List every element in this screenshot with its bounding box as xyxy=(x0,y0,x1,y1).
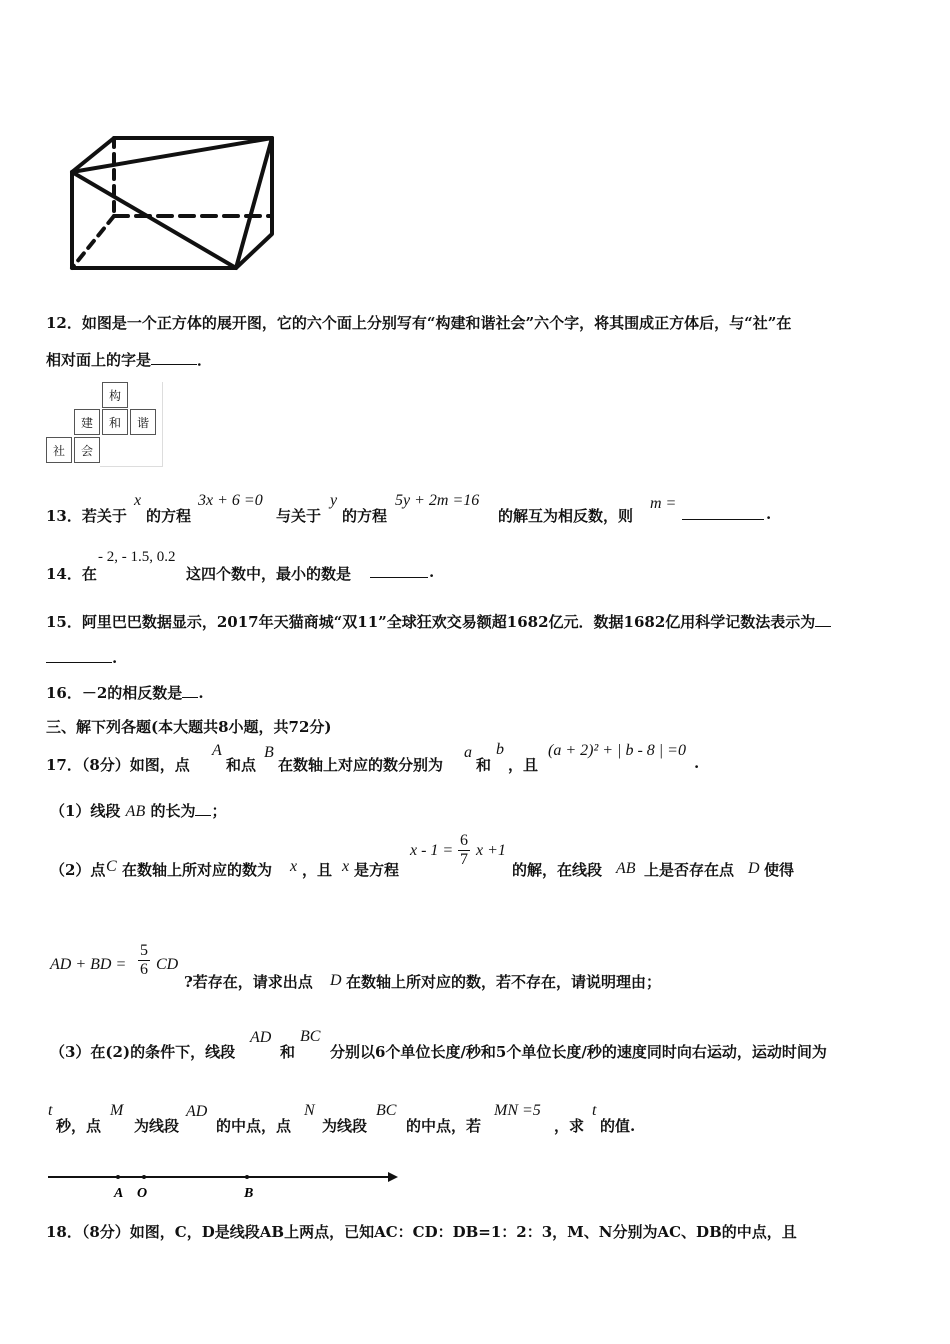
q13-m-eq: m = xyxy=(650,495,677,512)
q17-sub1-blank[interactable] xyxy=(195,801,211,816)
cube-net xyxy=(46,380,164,468)
q17-b: b xyxy=(496,741,504,758)
q17-sub2-b: 在数轴上所对应的数为 xyxy=(122,861,273,879)
q13-eq2-text: 5y + 2m =16 xyxy=(395,492,480,509)
q17-sub2-d: 是方程 xyxy=(354,861,400,879)
q17-sub3-t: t xyxy=(48,1102,53,1119)
q12-line2-text: 相对面上的字是 xyxy=(46,351,152,369)
q17-sub3-BC: BC xyxy=(300,1028,321,1045)
q16-answer-blank[interactable] xyxy=(182,683,198,698)
q17-sub1 xyxy=(50,800,226,821)
q14-nums: - 2, - 1.5, 0.2 xyxy=(98,549,176,565)
q13-var-x: x xyxy=(134,492,142,509)
q17-sub2-eq-right: x +1 xyxy=(476,842,506,859)
q14-answer-blank[interactable] xyxy=(370,563,428,578)
q17-sub2-D2: D xyxy=(330,972,342,989)
q17-intro xyxy=(46,740,746,776)
q18: 18．（8分）如图，C，D是线段AB上两点，已知AC：CD：DB=1：2：3，M、N分别为AC、DB的中点，且 xyxy=(46,1223,797,1241)
section3-title: 三、解下列各题(本大题共8小题，共72分) xyxy=(46,718,332,736)
q17-p1: 17．（8分）如图，点 xyxy=(46,756,190,774)
q17-sub2 xyxy=(50,832,850,880)
number-line-label-O: O xyxy=(137,1186,148,1201)
q17-sub3-a: （3）在(2)的条件下，线段 xyxy=(50,1043,236,1061)
q17-p4: 和 xyxy=(476,756,492,774)
q13-p3: 与关于 xyxy=(276,507,322,525)
q17-sub2-eq-den: 7 xyxy=(460,851,468,868)
q17-sub3-e: 为线段 xyxy=(134,1117,180,1135)
q17-sub3-BC2: BC xyxy=(376,1102,397,1119)
q17-eq2-left: AD + BD = xyxy=(50,956,127,973)
q13-p2: 的方程 xyxy=(146,507,192,525)
q17-sub3-AD: AD xyxy=(250,1029,272,1046)
q13-p1: 13．若关于 xyxy=(46,507,127,525)
q17-sub2-C: C xyxy=(106,858,117,875)
q17-sub2-eq-num: 6 xyxy=(460,832,468,849)
q13-p4: 的方程 xyxy=(342,507,388,525)
q13-end: . xyxy=(766,505,772,523)
number-line-label-A: A xyxy=(114,1186,124,1201)
q14-end: . xyxy=(429,563,435,581)
q17-sub2-x: x xyxy=(290,858,298,875)
q17-sub1-AB: AB xyxy=(125,803,146,820)
q12-answer-blank[interactable] xyxy=(151,350,197,365)
q17-sub3-i: ，求 xyxy=(554,1117,585,1135)
q17-sub2-i: 在数轴上所对应的数，若不存在，请说明理由； xyxy=(346,973,662,991)
q17-eq2-num: 5 xyxy=(140,942,148,959)
q17-sub3-N: N xyxy=(304,1102,315,1119)
q17-sub3-AD2: AD xyxy=(186,1103,208,1120)
q17-sub2-D: D xyxy=(748,860,760,877)
q17-sub2-f: 上是否存在点 xyxy=(644,861,735,879)
q12-line2 xyxy=(46,349,212,370)
q16-text: 16．－2的相反数是 xyxy=(46,684,183,702)
q13-eq1-text: 3x + 6 =0 xyxy=(198,492,263,509)
net-cell-hui: 会 xyxy=(74,437,100,463)
q17-sub3-t2: t xyxy=(592,1102,597,1119)
q17-sub3-b: 和 xyxy=(280,1043,296,1061)
q16-end: . xyxy=(198,684,204,702)
q17-p2: 和点 xyxy=(226,756,257,774)
q17-A: A xyxy=(212,742,222,759)
q17-sub2-h: ?若存在，请求出点 xyxy=(184,973,313,991)
q15-end: . xyxy=(112,649,118,667)
q14-p1: 14．在 xyxy=(46,565,97,583)
q17-sub2-eq-left: x - 1 = xyxy=(410,842,454,859)
q17-sub2-cont xyxy=(50,942,850,990)
q17-eq2-den: 6 xyxy=(140,961,148,978)
q17-sub3-g: 为线段 xyxy=(322,1117,368,1135)
q17-B: B xyxy=(264,744,274,761)
q15-line2 xyxy=(46,648,117,667)
q17-sub3-h: 的中点，若 xyxy=(406,1117,482,1135)
net-cell-jian: 建 xyxy=(74,409,100,435)
number-line-point-B xyxy=(245,1175,249,1179)
net-cell-gou: 构 xyxy=(102,382,128,408)
number-line-label-B: B xyxy=(244,1186,254,1201)
q13-eq2 xyxy=(395,492,479,510)
q13-var-y: y xyxy=(330,492,338,509)
net-cell-he: 和 xyxy=(102,409,128,435)
q17-eq2-frac xyxy=(138,942,150,979)
q17-sub1-end: ； xyxy=(211,802,227,820)
q16 xyxy=(46,682,204,703)
q17-sub3-d: 秒，点 xyxy=(56,1117,102,1135)
q14-p2: 这四个数中，最小的数是 xyxy=(186,565,352,583)
net-cell-xie: 谐 xyxy=(130,409,156,435)
q17-cond: (a + 2)² + | b - 8 | =0 xyxy=(548,742,686,759)
q13-p5: 的解互为相反数，则 xyxy=(498,507,634,525)
q17-sub3-M: M xyxy=(110,1102,124,1119)
q17-sub3-j: 的值. xyxy=(600,1117,636,1135)
q17-sub3 xyxy=(50,1026,910,1062)
q17-sub2-x2: x xyxy=(342,858,350,875)
q12-end: ． xyxy=(197,351,213,369)
q17-sub3-line2 xyxy=(46,1100,906,1136)
q13-eq1 xyxy=(198,492,263,510)
q17-p3: 在数轴上对应的数分别为 xyxy=(278,756,444,774)
number-line-point-A xyxy=(116,1175,120,1179)
q12-line1: 12．如图是一个正方体的展开图，它的六个面上分别写有“构建和谐社会”六个字，将其围成正方体后，与“社”在 xyxy=(46,314,792,332)
number-line xyxy=(46,1166,406,1206)
q17-sub2-c: ，且 xyxy=(302,861,333,879)
q17-a: a xyxy=(464,744,472,761)
q17-end: . xyxy=(694,754,700,772)
q15-line1 xyxy=(46,611,831,632)
net-cell-she: 社 xyxy=(46,437,72,463)
q17-sub2-g: 使得 xyxy=(764,861,795,879)
q17-eq2-right: CD xyxy=(156,956,179,973)
q15-answer-blank-b[interactable] xyxy=(46,648,112,663)
q17-p5: ，且 xyxy=(508,756,539,774)
q15-line1-text: 15．阿里巴巴数据显示，2017年天猫商城“双11”全球狂欢交易额超1682亿元．数据1682亿用科学记数法表示为 xyxy=(46,613,816,631)
number-line-point-O xyxy=(142,1175,146,1179)
q17-sub2-AB: AB xyxy=(616,860,636,877)
prism-figure xyxy=(66,132,278,274)
q15-answer-blank-a[interactable] xyxy=(815,612,831,627)
q17-sub3-c: 分别以6个单位长度/秒和5个单位长度/秒的速度同时向右运动，运动时间为 xyxy=(330,1043,827,1061)
q17-sub3-MN: MN =5 xyxy=(494,1102,541,1119)
q17-sub2-a: （2）点 xyxy=(50,861,106,879)
q17-sub3-f: 的中点，点 xyxy=(216,1117,292,1135)
q17-sub2-e: 的解，在线段 xyxy=(512,861,603,879)
q13-answer-blank[interactable] xyxy=(682,505,764,520)
q17-sub1-a: （1）线段 xyxy=(50,802,121,820)
q17-sub1-b: 的长为 xyxy=(150,802,196,820)
q17-sub2-eq-frac xyxy=(458,832,470,869)
